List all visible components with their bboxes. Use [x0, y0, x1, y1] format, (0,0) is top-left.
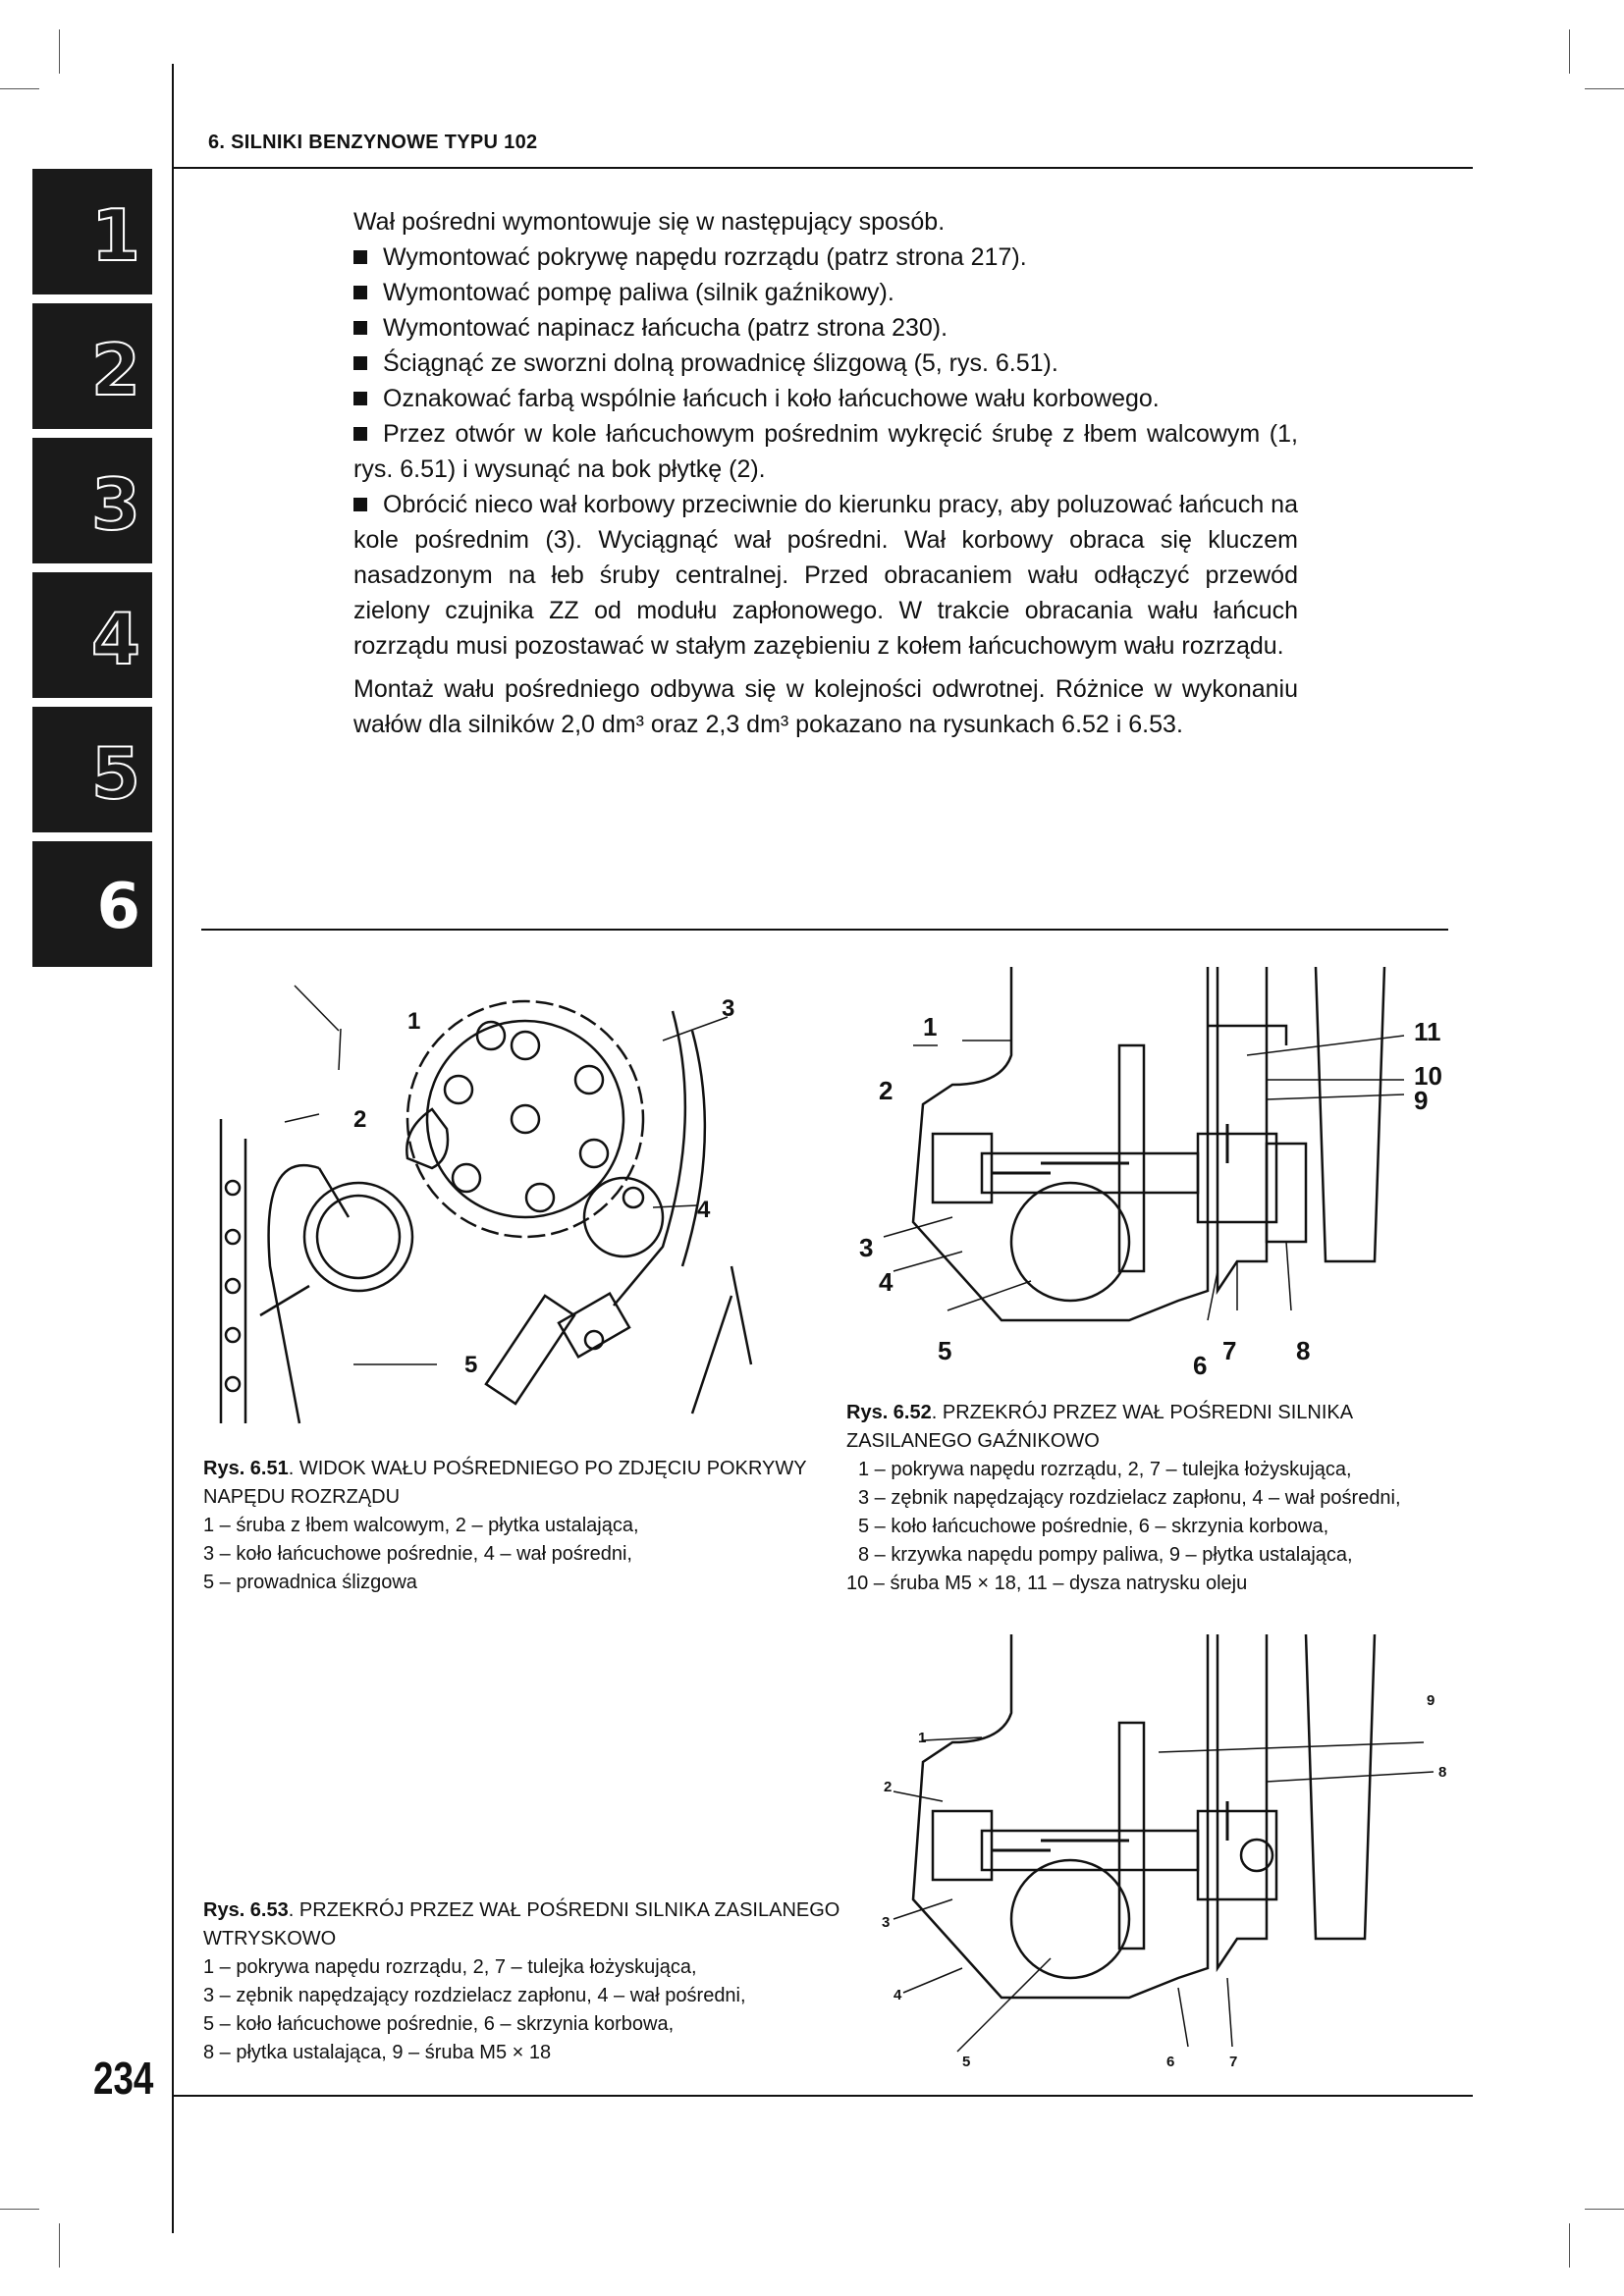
section-rule — [201, 929, 1448, 931]
crop-mark — [0, 2209, 39, 2210]
figure-6-53-caption: Rys. 6.53. PRZEKRÓJ PRZEZ WAŁ POŚREDNI SILNIKA ZASILANEGO WTRYSKOWO 1 – pokrywa napędu rozrządu, 2, 7 – tulejka łożyskująca, 3 – zębnik napędzający rozdzielacz zapłonu, 4 – wał pośredni, 5 – koło łańcuchowe pośrednie, 6 – skrzynia korbowa, 8 – płytka ustalająca, 9 – śruba M5 × 18 — [203, 1899, 840, 2063]
margin-line — [172, 64, 174, 2233]
footer-rule — [172, 2095, 1473, 2097]
label-3: 3 — [722, 995, 735, 1022]
label-4: 4 — [893, 1987, 902, 2003]
step: Wymontować napinacz łańcucha (patrz strona 230). — [353, 310, 1298, 346]
chapter-tab-5[interactable]: 5 — [32, 707, 152, 832]
label-3: 3 — [859, 1233, 874, 1262]
chapter-tab-3[interactable]: 3 — [32, 438, 152, 563]
crop-mark — [59, 2223, 60, 2268]
bullet-icon — [353, 321, 367, 335]
label-1: 1 — [923, 1012, 938, 1041]
step: Oznakować farbą wspólnie łańcuch i koło łańcuchowe wału korbowego. — [353, 381, 1298, 416]
body-text — [353, 204, 1298, 742]
bullet-icon — [353, 392, 367, 405]
label-8: 8 — [1438, 1764, 1447, 1781]
label-2: 2 — [353, 1106, 367, 1133]
label-9: 9 — [1427, 1692, 1435, 1709]
label-8: 8 — [1296, 1336, 1311, 1365]
figure-6-51-drawing — [201, 972, 790, 1428]
figure-6-51-caption: Rys. 6.51. WIDOK WAŁU POŚREDNIEGO PO ZDJĘCIU POKRYWY NAPĘDU ROZRZĄDU 1 – śruba z łbem walcowym, 2 – płytka ustalająca, 3 – koło łańcuchowe pośrednie, 4 – wał pośredni, 5 – prowadnica ślizgowa — [203, 1458, 807, 1593]
step: Wymontować pompę paliwa (silnik gaźnikowy). — [353, 275, 1298, 310]
step: Obrócić nieco wał korbowy przeciwnie do kierunku pracy, aby poluzować łańcuch na kole pośrednim (3). Wyciągnąć wał pośredni. Wał korbowy obraca się kluczem nasadzonym na łeb śruby centralnej. Przed obracaniem wału odłączyć przewód zielony czujnika ZZ od modułu zapłonowego. W trakcie obracania wału łańcuch rozrządu musi pozostawać w stałym zazębieniu z kołem łańcuchowym wału rozrządu. — [353, 491, 1298, 660]
figure-6-52-caption: Rys. 6.52. PRZEKRÓJ PRZEZ WAŁ POŚREDNI SILNIKA ZASILANEGO GAŹNIKOWO 1 – pokrywa napędu rozrządu, 2, 7 – tulejka łożyskująca, 3 – zębnik napędzający rozdzielacz zapłonu, 4 – wał pośredni, 5 – koło łańcuchowe pośrednie, 6 – skrzynia korbowa, 8 – krzywka napędu pompy paliwa, 9 – płytka ustalająca, 10 – śruba M5 × 18, 11 – dysza natrysku oleju — [846, 1402, 1401, 1594]
bullet-icon — [353, 286, 367, 299]
label-3: 3 — [882, 1914, 891, 1931]
chapter-tab-2[interactable]: 2 — [32, 303, 152, 429]
label-1: 1 — [407, 1008, 421, 1035]
label-11: 11 — [1414, 1017, 1441, 1046]
step: Przez otwór w kole łańcuchowym pośrednim wykręcić śrubę z łbem walcowym (1, rys. 6.51) i wysunąć na bok płytkę (2). — [353, 420, 1298, 483]
step: Wymontować pokrywę napędu rozrządu (patrz strona 217). — [353, 240, 1298, 275]
label-9: 9 — [1414, 1086, 1429, 1115]
crop-mark — [1569, 29, 1570, 74]
chapter-tab-1[interactable]: 1 — [32, 169, 152, 294]
label-4: 4 — [697, 1197, 711, 1223]
bullet-icon — [353, 498, 367, 511]
crop-mark — [1585, 88, 1624, 89]
label-6: 6 — [1193, 1351, 1208, 1380]
bullet-icon — [353, 250, 367, 264]
bullet-icon — [353, 427, 367, 441]
figure-6-53-drawing — [864, 1634, 1453, 2071]
label-1: 1 — [918, 1730, 927, 1746]
crop-mark — [0, 88, 39, 89]
label-2: 2 — [884, 1779, 893, 1795]
label-2: 2 — [879, 1076, 893, 1105]
label-10: 10 — [1414, 1061, 1442, 1091]
crop-mark — [1569, 2223, 1570, 2268]
header-rule — [172, 167, 1473, 169]
label-5: 5 — [962, 2054, 971, 2070]
step: Ściągnąć ze sworzni dolną prowadnicę ślizgową (5, rys. 6.51). — [353, 346, 1298, 381]
chain-links — [226, 1181, 240, 1391]
running-header: 6. SILNIKI BENZYNOWE TYPU 102 — [208, 132, 538, 153]
crop-mark — [59, 29, 60, 74]
intro-paragraph: Wał pośredni wymontowuje się w następujący sposób. — [353, 208, 946, 236]
chapter-tab-6-active[interactable]: 6 — [32, 841, 152, 967]
crop-mark — [1585, 2209, 1624, 2210]
label-4: 4 — [879, 1267, 893, 1297]
bullet-icon — [353, 356, 367, 370]
chapter-tab-4[interactable]: 4 — [32, 572, 152, 698]
closing-paragraph: Montaż wału pośredniego odbywa się w kolejności odwrotnej. Różnice w wykonaniu wałów dla silników 2,0 dm³ oraz 2,3 dm³ pokazano na rysunkach 6.52 i 6.53. — [353, 675, 1298, 738]
figure-6-52-drawing — [854, 967, 1453, 1389]
label-7: 7 — [1229, 2054, 1238, 2070]
page-number: 234 — [93, 2053, 154, 2104]
label-7: 7 — [1222, 1336, 1237, 1365]
label-5: 5 — [464, 1352, 478, 1378]
label-5: 5 — [938, 1336, 952, 1365]
label-6: 6 — [1166, 2054, 1175, 2070]
sprocket-holes — [445, 1022, 608, 1211]
